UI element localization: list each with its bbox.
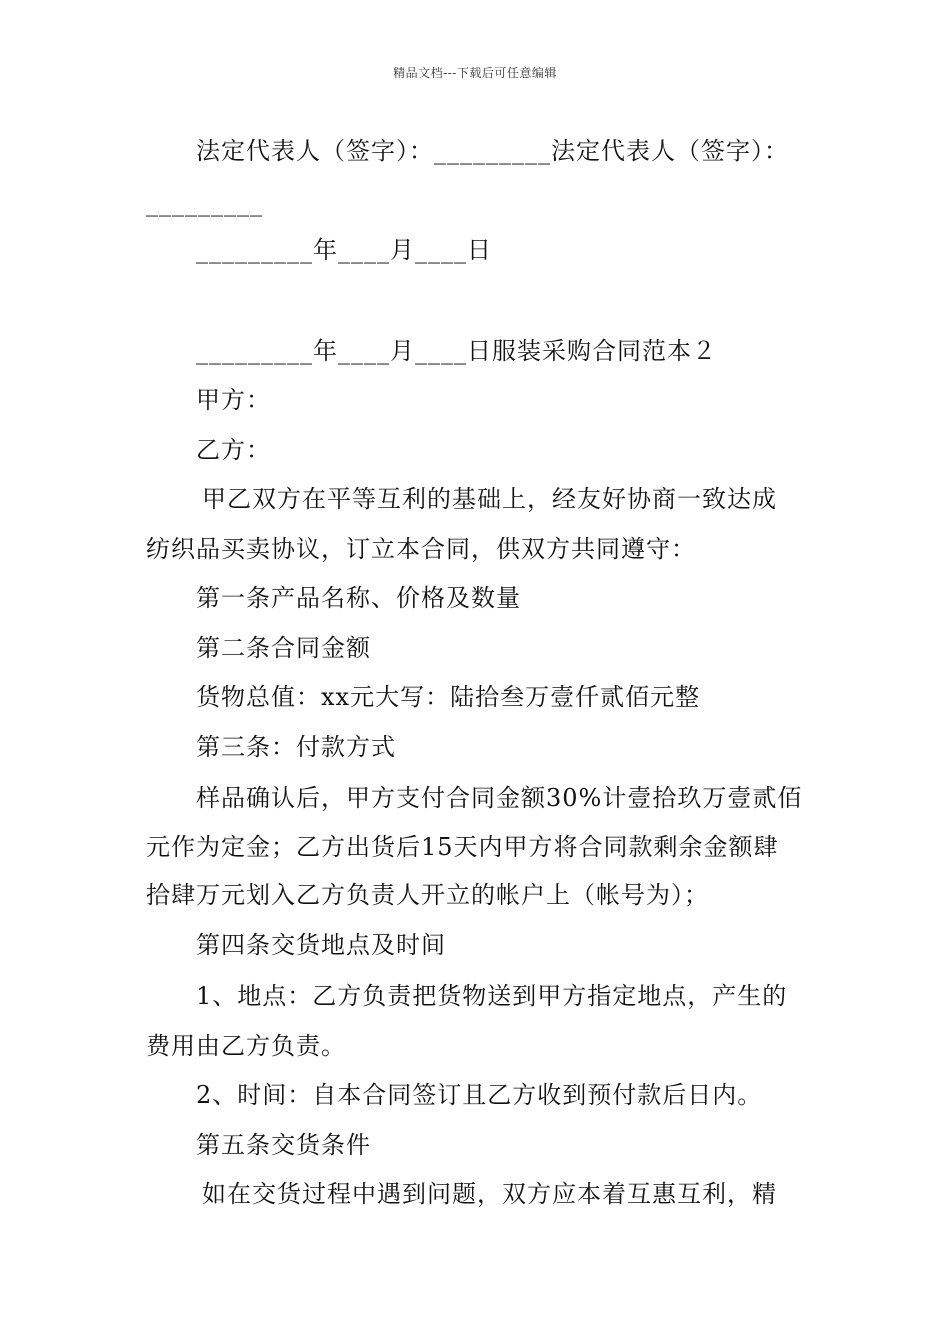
party-b: 乙方： <box>196 436 271 464</box>
delivery-location-line-1: 1、地点：乙方负责把货物送到甲方指定地点，产生的 <box>196 982 788 1010</box>
delivery-time: 2、时间：自本合同签订且乙方收到预付款后日内。 <box>196 1081 763 1109</box>
payment-paragraph-line-2: 元作为定金；乙方出货后15天内甲方将合同款剩余金额肆 <box>146 833 779 861</box>
article-1-heading: 第一条产品名称、价格及数量 <box>196 584 521 612</box>
party-a: 甲方： <box>196 386 271 414</box>
page-header: 精品文档---下载后可任意编辑 <box>393 66 557 80</box>
signature-line: 法定代表人（签字）：_________法定代表人（签字）： <box>196 137 789 165</box>
intro-paragraph-line-2: 纺织品买卖协议，订立本合同，供双方共同遵守： <box>146 535 696 563</box>
total-value: 货物总值：xx元大写：陆拾叁万壹仟贰佰元整 <box>196 683 701 711</box>
signature-blank: _________ <box>146 189 263 217</box>
payment-paragraph-line-3: 拾肆万元划入乙方负责人开立的帐户上（帐号为）； <box>146 881 709 909</box>
payment-paragraph-line-1: 样品确认后，甲方支付合同金额30%计壹拾玖万壹贰佰 <box>196 784 803 812</box>
delivery-conditions-line-1: 如在交货过程中遇到问题，双方应本着互惠互利，精 <box>202 1180 777 1208</box>
intro-paragraph-line-1: 甲乙双方在平等互利的基础上，经友好协商一致达成 <box>202 485 777 513</box>
article-3-heading: 第三条：付款方式 <box>196 733 396 761</box>
article-2-heading: 第二条合同金额 <box>196 634 371 662</box>
article-4-heading: 第四条交货地点及时间 <box>196 931 446 959</box>
article-5-heading: 第五条交货条件 <box>196 1131 371 1159</box>
date-line: _________年____月____日 <box>196 236 492 264</box>
date-title-line: _________年____月____日服装采购合同范本２ <box>196 337 717 365</box>
delivery-location-line-2: 费用由乙方负责。 <box>146 1032 346 1060</box>
